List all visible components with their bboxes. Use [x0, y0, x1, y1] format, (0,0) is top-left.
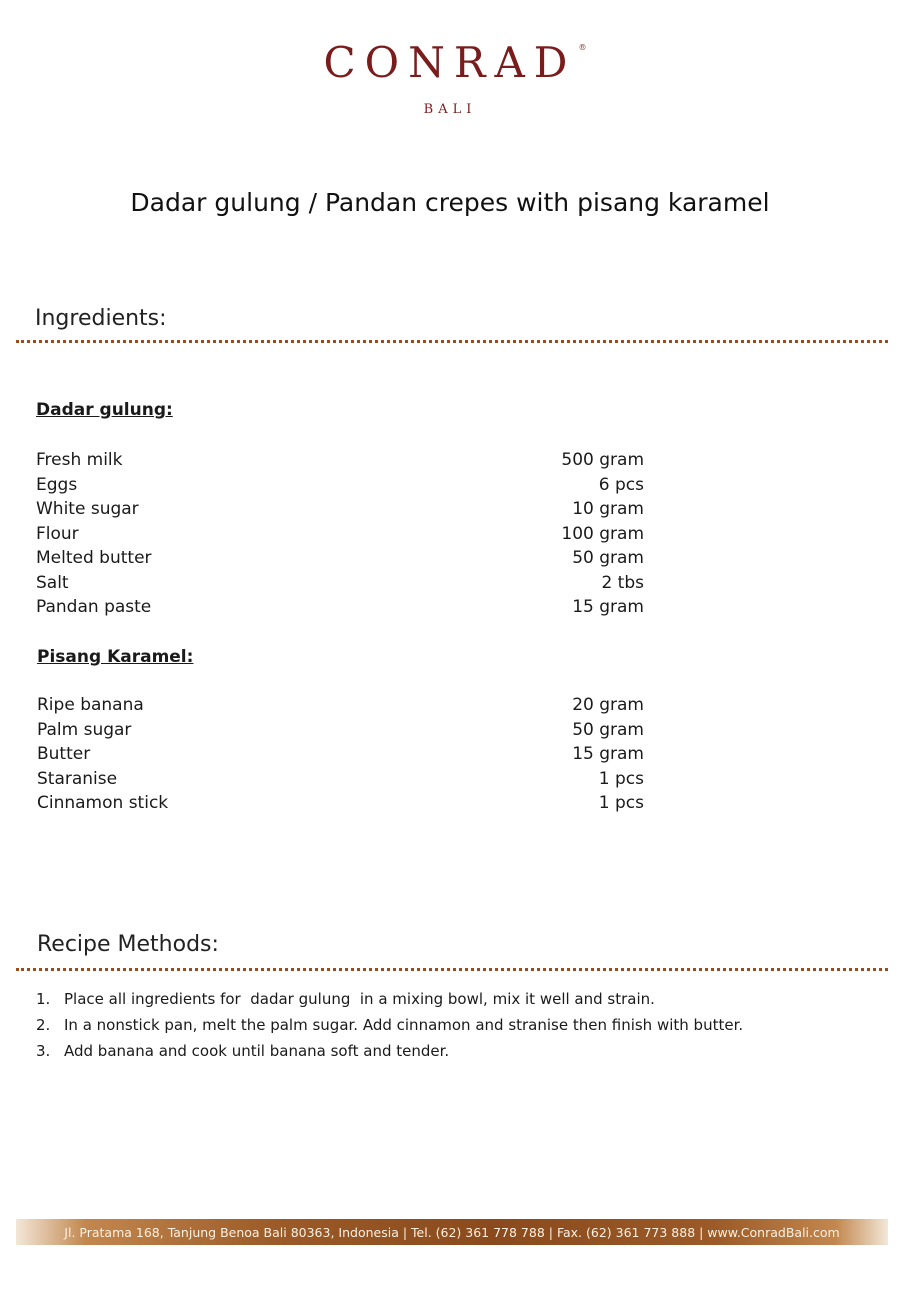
methods-heading: Recipe Methods:	[37, 932, 219, 957]
ingredient-qty: 20 gram	[572, 695, 644, 716]
step-number: 2.	[36, 1016, 51, 1034]
ingredient-name: White sugar	[36, 499, 139, 520]
ingredient-list-pisang-karamel	[37, 693, 644, 816]
ingredient-qty: 1 pcs	[598, 768, 644, 789]
ingredient-qty: 50 gram	[572, 719, 644, 740]
ingredient-qty: 50 gram	[572, 548, 644, 569]
step-number: 3.	[36, 1042, 51, 1060]
ingredient-qty: 15 gram	[572, 597, 644, 618]
ingredient-group-title: Pisang Karamel:	[37, 647, 194, 667]
ingredient-row	[36, 595, 644, 620]
ingredient-qty: 6 pcs	[598, 474, 644, 495]
ingredient-name: Pandan paste	[36, 597, 152, 618]
ingredient-row	[36, 448, 644, 473]
ingredient-row	[37, 693, 644, 718]
ingredient-row	[37, 718, 644, 743]
ingredient-qty: 15 gram	[572, 744, 644, 765]
ingredient-name: Melted butter	[36, 548, 152, 569]
ingredient-name: Cinnamon stick	[37, 793, 169, 814]
ingredient-name: Staranise	[37, 768, 118, 789]
ingredient-row	[37, 767, 644, 792]
method-step	[36, 1038, 856, 1064]
logo-location: BALI	[423, 102, 477, 117]
ingredient-name: Palm sugar	[37, 719, 132, 740]
ingredient-name: Eggs	[36, 474, 78, 495]
ingredients-divider	[16, 340, 888, 343]
ingredients-heading: Ingredients:	[35, 306, 167, 331]
logo-main-text: CONRAD	[323, 38, 577, 87]
ingredient-qty: 1 pcs	[598, 793, 644, 814]
ingredient-name: Flour	[36, 523, 79, 544]
ingredient-row	[36, 546, 644, 571]
ingredient-group-title: Dadar gulung:	[36, 400, 173, 420]
method-step	[36, 986, 856, 1012]
ingredient-qty: 500 gram	[561, 450, 644, 471]
ingredient-row	[36, 497, 644, 522]
method-step	[36, 1012, 856, 1038]
step-text: In a nonstick pan, melt the palm sugar. Add cinnamon and stranise then finish with butter.	[64, 1016, 744, 1034]
ingredient-qty: 100 gram	[561, 523, 644, 544]
ingredient-row	[36, 473, 644, 498]
ingredient-row	[37, 791, 644, 816]
ingredient-name: Butter	[37, 744, 91, 765]
ingredient-row	[36, 571, 644, 596]
ingredient-list-dadar-gulung	[36, 448, 644, 620]
hotel-logo	[0, 38, 900, 117]
footer-text: Jl. Pratama 168, Tanjung Benoa Bali 80363, Indonesia | Tel. (62) 361 778 788 | Fax. (62) 361 773 888 | www.ConradBali.com	[64, 1224, 840, 1240]
ingredient-row	[36, 522, 644, 547]
footer-address-bar	[16, 1219, 888, 1245]
ingredient-name: Ripe banana	[37, 695, 144, 716]
ingredient-qty: 2 tbs	[601, 572, 644, 593]
step-text: Place all ingredients for dadar gulung in a mixing bowl, mix it well and strain.	[64, 990, 655, 1008]
ingredient-row	[37, 742, 644, 767]
step-text: Add banana and cook until banana soft and tender.	[64, 1042, 450, 1060]
ingredient-qty: 10 gram	[572, 499, 644, 520]
method-list	[36, 986, 856, 1064]
ingredient-name: Salt	[36, 572, 69, 593]
logo-wordmark	[323, 38, 587, 87]
ingredient-name: Fresh milk	[36, 450, 123, 471]
logo-registered-mark: ®	[578, 43, 587, 52]
methods-divider	[16, 968, 888, 971]
step-number: 1.	[36, 990, 51, 1008]
recipe-title: Dadar gulung / Pandan crepes with pisang karamel	[130, 188, 770, 217]
